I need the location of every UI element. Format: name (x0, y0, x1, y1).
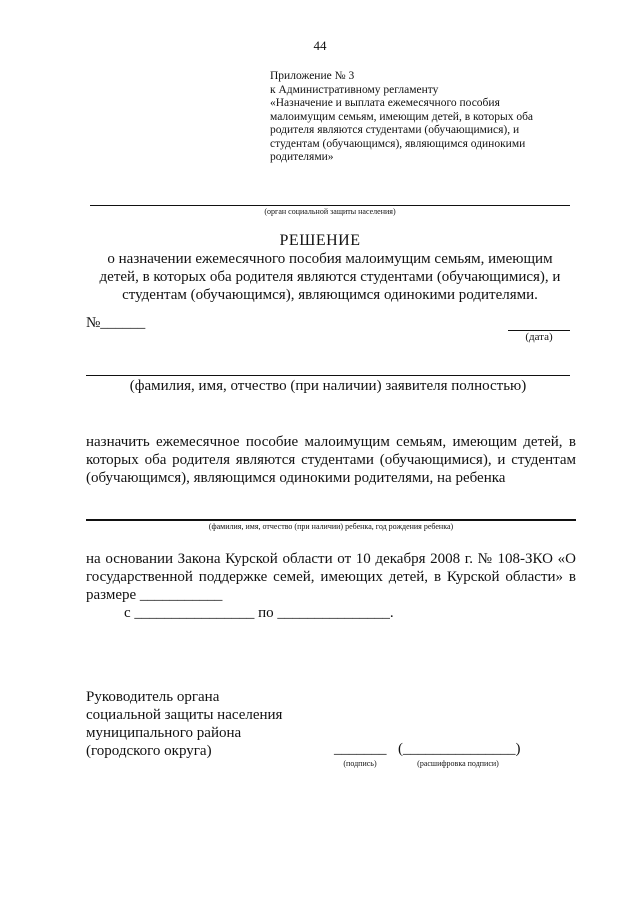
signatory-line: социальной защиты населения (86, 707, 283, 723)
appendix-line: Приложение № 3 (270, 70, 355, 82)
assign-line: назначить ежемесячное пособие малоимущим семьям, имеющим детей, в (86, 434, 576, 450)
page-number: 44 (313, 38, 327, 53)
subtitle-line: о назначении ежемесячного пособия малоимущим семьям, имеющим (107, 251, 553, 267)
signatory-block (86, 688, 282, 760)
authority-caption: (орган социальной защиты населения) (264, 207, 396, 216)
appendix-line: к Административному регламенту (270, 83, 439, 96)
basis-line: государственной поддержке семей, имеющих детей, в Курской области» в (86, 569, 576, 585)
document-subtitle (80, 250, 580, 304)
authority-line (90, 205, 570, 206)
basis-line: размере ___________ (86, 587, 223, 603)
signature-blank: _______ (334, 741, 387, 757)
basis-line: на основании Закона Курской области от 10 декабря 2008 г. № 108-ЗКО «О (86, 551, 576, 567)
signatory-line: муниципального района (86, 725, 242, 741)
appendix-line: «Назначение и выплата ежемесячного пособия (270, 97, 500, 109)
appendix-header (270, 70, 570, 165)
document-title: РЕШЕНИЕ (279, 232, 361, 249)
appendix-line: студентам (обучающимся), являющимся одинокими (270, 137, 526, 150)
appendix-line: малоимущим семьям, имеющим детей, в которых оба (270, 110, 534, 123)
applicant-line (86, 375, 570, 376)
decision-number: №______ (86, 315, 146, 331)
applicant-caption: (фамилия, имя, отчество (при наличии) заявителя полностью) (129, 378, 527, 394)
assign-line: которых оба родителя являются студентами (обучающимися), и студентам (86, 452, 576, 468)
signatory-line: (городского округа) (86, 743, 212, 759)
appendix-line: родителя являются студентами (обучающимися), и (270, 124, 520, 136)
period-line: с ________________ по _______________. (124, 605, 394, 621)
assign-line: (обучающимся), являющимся одинокими родителями, на ребенка (86, 470, 506, 486)
signatory-line: Руководитель органа (86, 689, 220, 705)
date-caption: (дата) (525, 331, 553, 343)
subtitle-line: студентам (обучающимся), являющимся одинокими родителями. (122, 287, 538, 303)
decoding-caption: (расшифровка подписи) (417, 759, 499, 768)
child-line (86, 519, 576, 521)
signature-caption: (подпись) (343, 759, 377, 768)
assign-paragraph (86, 433, 576, 487)
decoding-blank: (_______________) (398, 741, 521, 757)
appendix-line: родителями» (270, 151, 334, 163)
child-caption: (фамилия, имя, отчество (при наличии) ребенка, год рождения ребенка) (208, 522, 454, 531)
basis-paragraph (86, 550, 576, 604)
subtitle-line: детей, в которых оба родителя являются студентами (обучающимися), и (99, 269, 561, 285)
